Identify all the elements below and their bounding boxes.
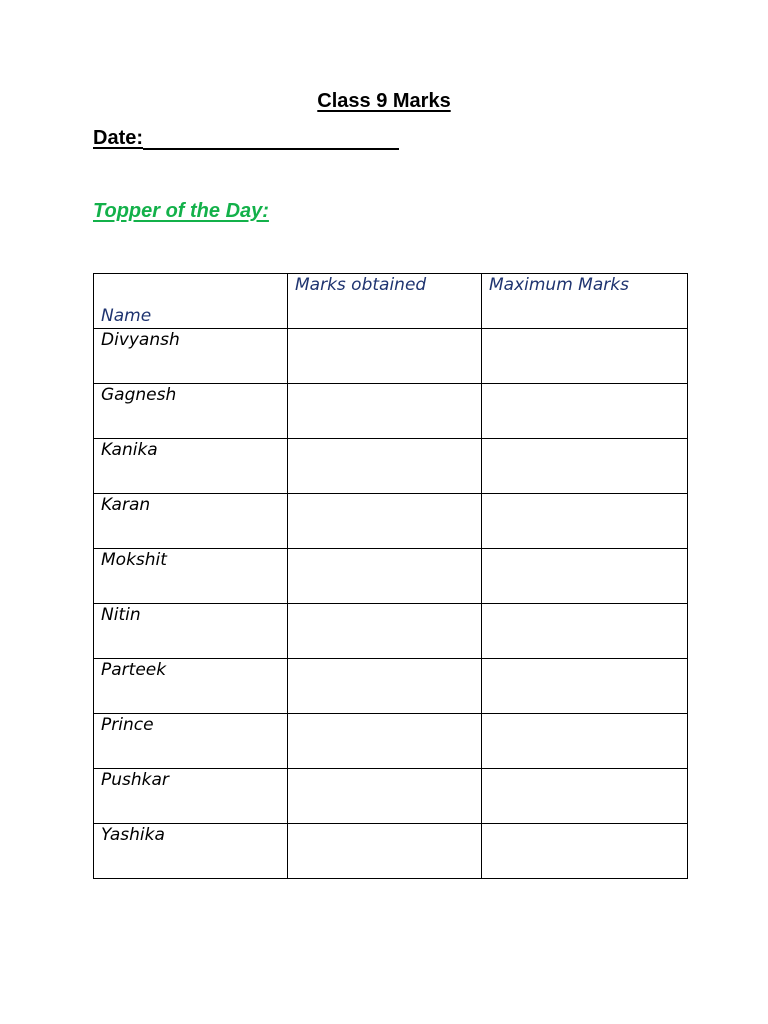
marks-obtained-cell — [288, 659, 482, 714]
maximum-marks-cell — [482, 384, 688, 439]
table-row — [94, 714, 688, 769]
marks-obtained-cell — [288, 824, 482, 879]
header-maximum-marks: Maximum Marks — [482, 274, 688, 329]
maximum-marks-cell — [482, 549, 688, 604]
maximum-marks-cell — [482, 769, 688, 824]
maximum-marks-cell — [482, 439, 688, 494]
student-name-cell: Prince — [94, 714, 288, 769]
topper-of-the-day-label: Topper of the Day: — [93, 200, 269, 222]
marks-obtained-cell — [288, 604, 482, 659]
marks-obtained-cell — [288, 714, 482, 769]
table-row — [94, 604, 688, 659]
student-name-cell: Karan — [94, 494, 288, 549]
marks-obtained-cell — [288, 549, 482, 604]
table-row — [94, 494, 688, 549]
table-row — [94, 384, 688, 439]
table-row — [94, 824, 688, 879]
maximum-marks-cell — [482, 604, 688, 659]
date-label: Date: — [93, 127, 144, 149]
page-title: Class 9 Marks — [317, 90, 451, 112]
maximum-marks-cell — [482, 659, 688, 714]
header-marks-obtained: Marks obtained — [288, 274, 482, 329]
student-name-cell: Divyansh — [94, 329, 288, 384]
table-row — [94, 549, 688, 604]
date-blank-line — [143, 126, 399, 150]
student-name-cell: Kanika — [94, 439, 288, 494]
student-name-cell: Parteek — [94, 659, 288, 714]
maximum-marks-cell — [482, 329, 688, 384]
marks-obtained-cell — [288, 439, 482, 494]
table-row — [94, 769, 688, 824]
marks-table — [93, 273, 688, 879]
marks-obtained-cell — [288, 494, 482, 549]
maximum-marks-cell — [482, 824, 688, 879]
date-row — [93, 125, 399, 151]
marks-obtained-cell — [288, 329, 482, 384]
marks-obtained-cell — [288, 384, 482, 439]
header-name: Name — [94, 274, 288, 329]
table-row — [94, 439, 688, 494]
maximum-marks-cell — [482, 714, 688, 769]
table-body — [94, 329, 688, 879]
maximum-marks-cell — [482, 494, 688, 549]
student-name-cell: Mokshit — [94, 549, 288, 604]
marks-obtained-cell — [288, 769, 482, 824]
student-name-cell: Yashika — [94, 824, 288, 879]
table-row — [94, 329, 688, 384]
student-name-cell: Gagnesh — [94, 384, 288, 439]
student-name-cell: Nitin — [94, 604, 288, 659]
student-name-cell: Pushkar — [94, 769, 288, 824]
table-header-row — [94, 274, 688, 329]
table-row — [94, 659, 688, 714]
